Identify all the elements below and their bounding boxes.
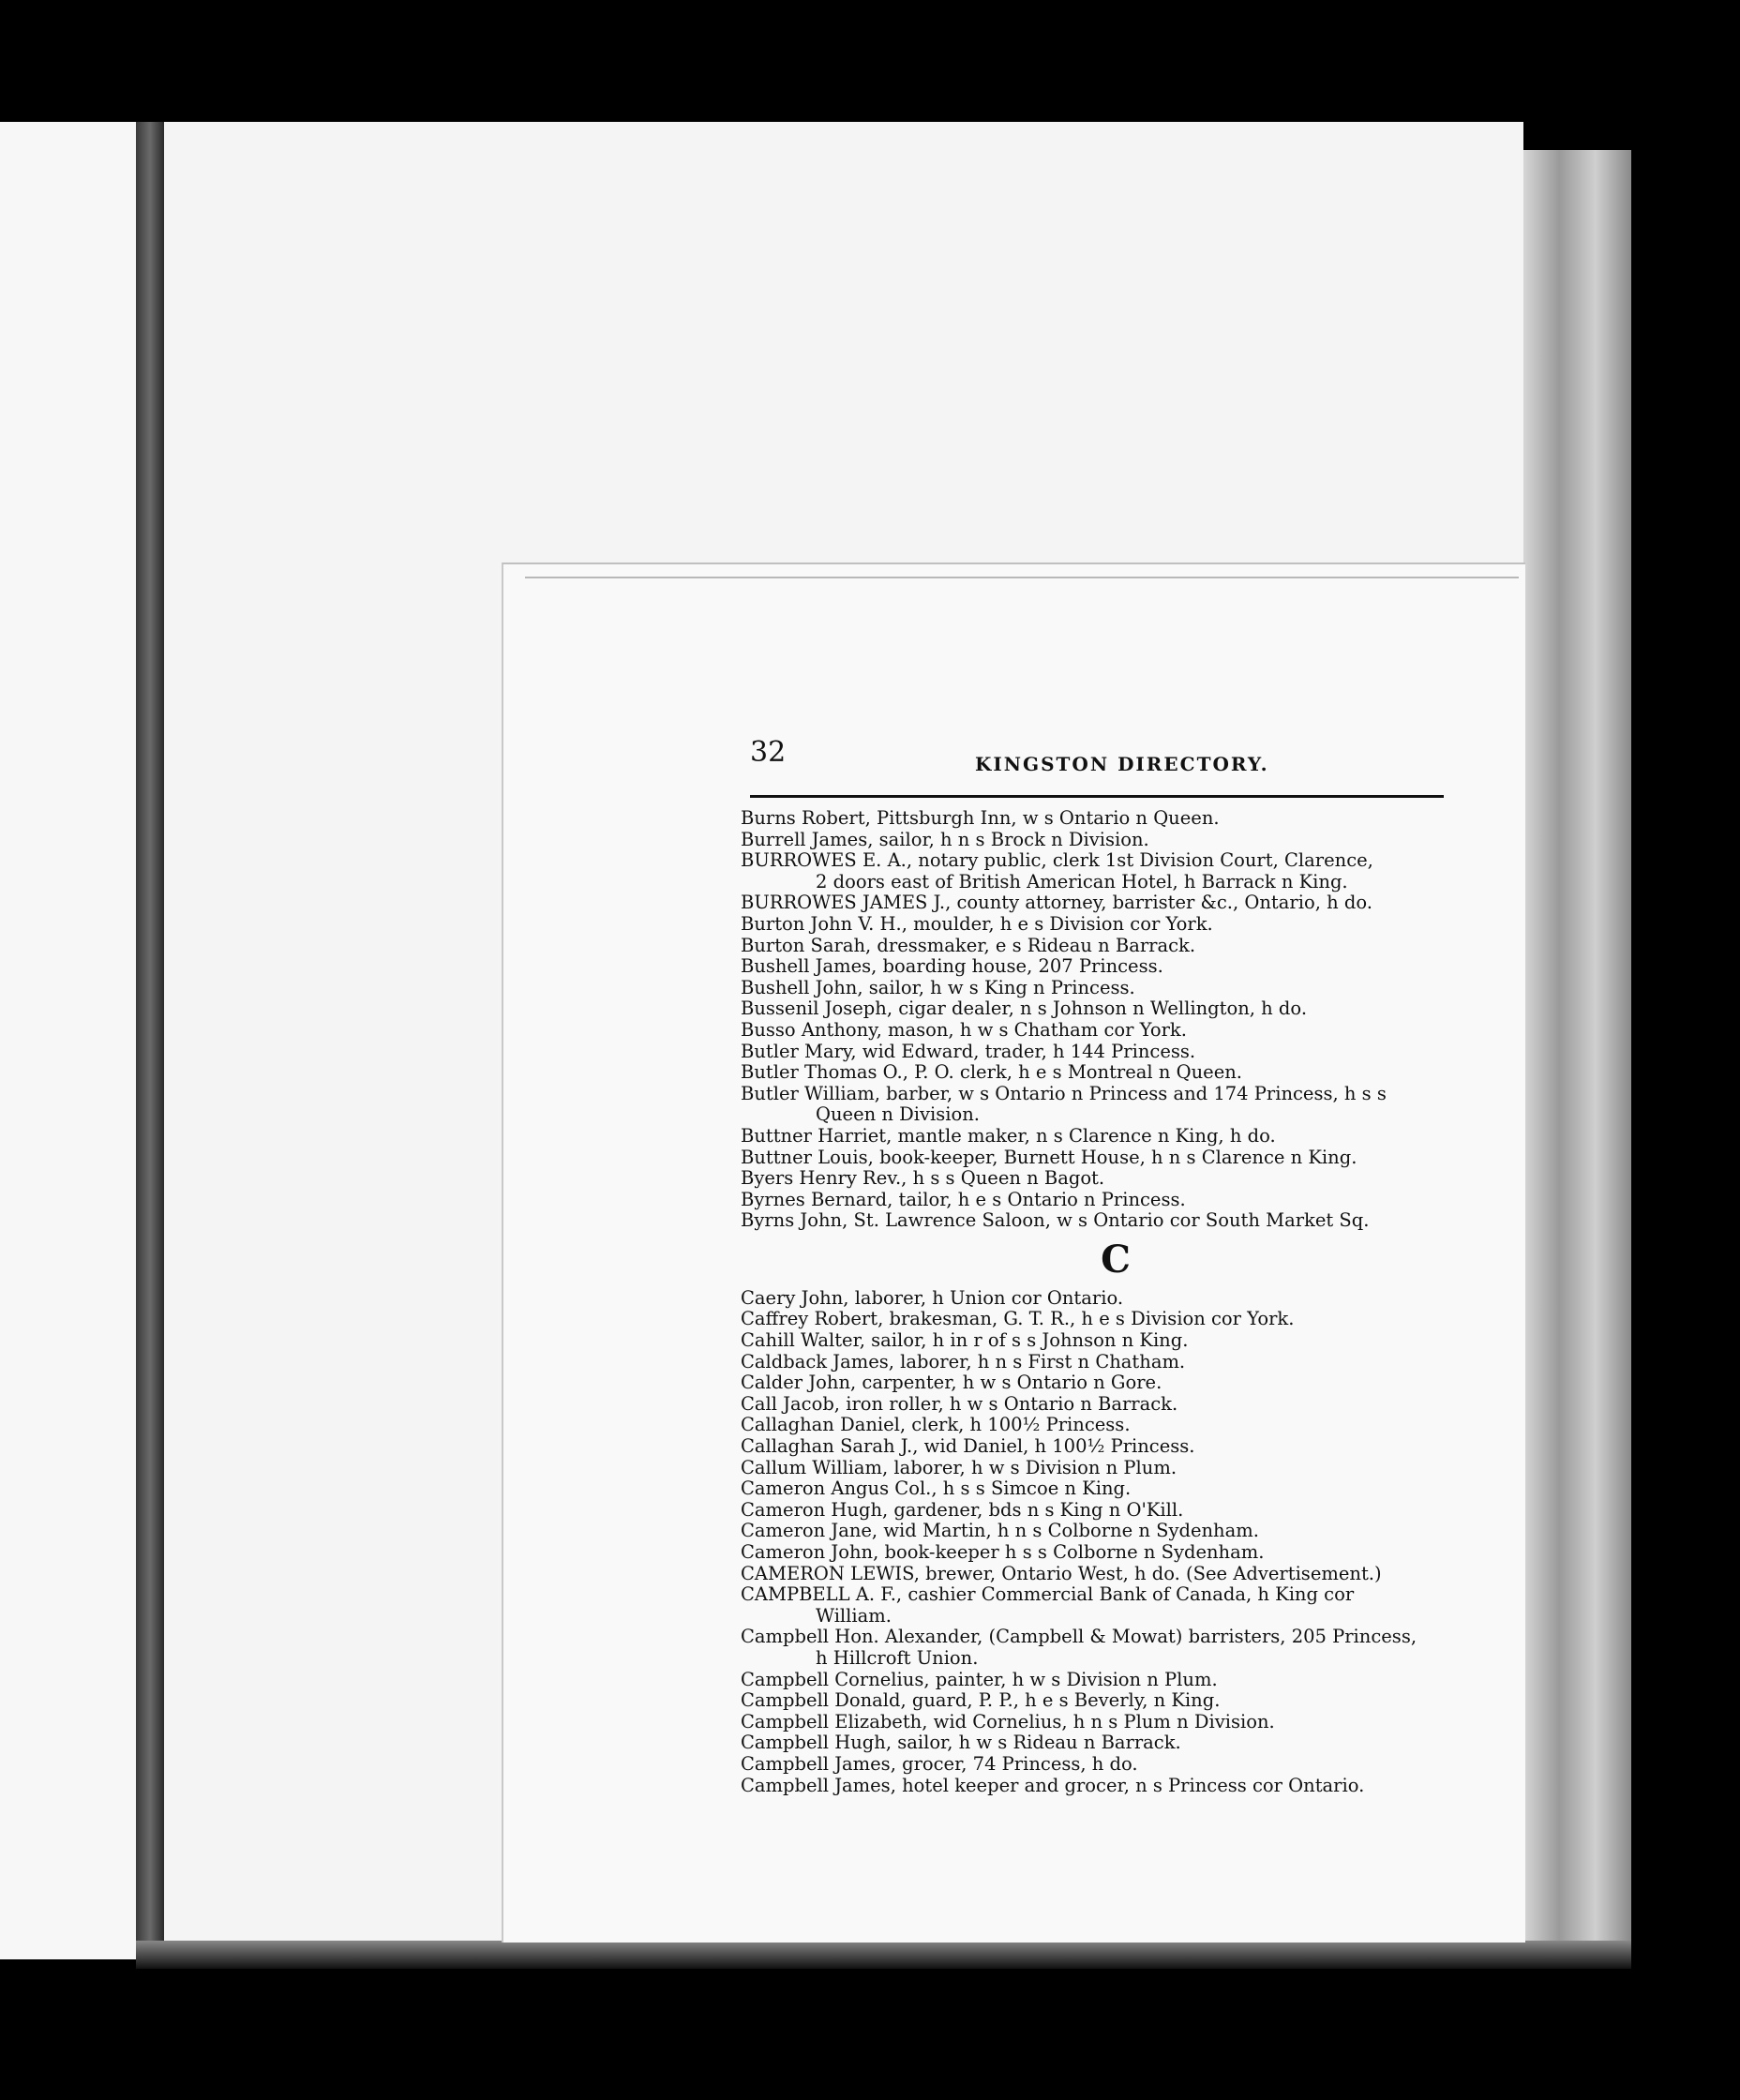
directory-entry: Bushell James, boarding house, 207 Princess. xyxy=(741,955,1163,978)
directory-entry: Cameron Jane, wid Martin, h n s Colborne n Sydenham. xyxy=(741,1520,1259,1542)
entries-c-list xyxy=(741,1288,1453,1796)
directory-entry: William. xyxy=(816,1604,892,1627)
directory-entry: Byers Henry Rev., h s s Queen n Bagot. xyxy=(741,1167,1105,1190)
directory-entry: Caldback James, laborer, h n s First n Chatham. xyxy=(741,1350,1186,1372)
directory-entry: Callaghan Daniel, clerk, h 100½ Princess. xyxy=(741,1414,1131,1436)
directory-entry: Buttner Harriet, mantle maker, n s Clarence n King, h do. xyxy=(741,1124,1276,1147)
directory-entry: Callum William, laborer, h w s Division n Plum. xyxy=(741,1456,1178,1478)
entries-b-list xyxy=(741,808,1453,1232)
directory-entry: Cameron John, book-keeper h s s Colborne n Sydenham. xyxy=(741,1541,1265,1563)
directory-entry: Campbell Hugh, sailor, h w s Rideau n Barrack. xyxy=(741,1732,1181,1754)
directory-entry: Butler Thomas O., P. O. clerk, h e s Montreal n Queen. xyxy=(741,1061,1242,1084)
directory-entry: 2 doors east of British American Hotel, h Barrack n King. xyxy=(816,870,1348,892)
directory-entry: Bussenil Joseph, cigar dealer, n s Johnson n Wellington, h do. xyxy=(741,998,1308,1020)
directory-entry: Campbell James, grocer, 74 Princess, h do. xyxy=(741,1752,1138,1775)
directory-entry: Burns Robert, Pittsburgh Inn, w s Ontario n Queen. xyxy=(741,807,1220,829)
directory-entry: Byrnes Bernard, tailor, h e s Ontario n Princess. xyxy=(741,1188,1186,1210)
directory-entry: Bushell John, sailor, h w s King n Princess. xyxy=(741,976,1135,998)
directory-entry: BURROWES E. A., notary public, clerk 1st Division Court, Clarence, xyxy=(741,849,1373,872)
directory-entry: CAMPBELL A. F., cashier Commercial Bank of Canada, h King cor xyxy=(741,1583,1355,1606)
directory-entry: Campbell James, hotel keeper and grocer, n s Princess cor Ontario. xyxy=(741,1774,1365,1796)
running-title: KINGSTON DIRECTORY. xyxy=(975,753,1269,775)
directory-entry: h Hillcroft Union. xyxy=(816,1646,979,1669)
directory-entries xyxy=(741,808,1453,1796)
page-header xyxy=(750,736,1444,783)
section-letter: C xyxy=(1101,1237,1131,1282)
directory-entry: Byrns John, St. Lawrence Saloon, w s Ontario cor South Market Sq. xyxy=(741,1209,1370,1232)
directory-entry: BURROWES JAMES J., county attorney, barrister &c., Ontario, h do. xyxy=(741,892,1372,914)
directory-entry: CAMERON LEWIS, brewer, Ontario West, h do. (See Advertisement.) xyxy=(741,1562,1382,1584)
book-gutter xyxy=(136,122,164,1959)
directory-entry: Call Jacob, iron roller, h w s Ontario n Barrack. xyxy=(741,1392,1178,1415)
directory-entry: Cahill Walter, sailor, h in r of s s Johnson n King. xyxy=(741,1329,1189,1352)
directory-entry: Burrell James, sailor, h n s Brock n Division. xyxy=(741,828,1149,850)
directory-entry: Calder John, carpenter, h w s Ontario n Gore. xyxy=(741,1372,1162,1394)
directory-entry: Queen n Division. xyxy=(816,1103,981,1126)
inset-sheet-edge xyxy=(525,577,1519,578)
directory-entry: Campbell Hon. Alexander, (Campbell & Mowat) barristers, 205 Princess, xyxy=(741,1626,1418,1648)
directory-entry: Busso Anthony, mason, h w s Chatham cor York. xyxy=(741,1018,1187,1041)
directory-entry: Burton John V. H., moulder, h e s Division cor York. xyxy=(741,912,1213,935)
directory-entry: Callaghan Sarah J., wid Daniel, h 100½ Princess. xyxy=(741,1435,1195,1458)
bottom-shadow xyxy=(136,1941,1631,1969)
directory-entry: Campbell Donald, guard, P. P., h e s Beverly, n King. xyxy=(741,1689,1221,1712)
directory-entry: Cameron Angus Col., h s s Simcoe n King. xyxy=(741,1478,1132,1500)
directory-entry: Buttner Louis, book-keeper, Burnett House, h n s Clarence n King. xyxy=(741,1146,1358,1168)
header-rule xyxy=(750,795,1444,798)
directory-entry: Campbell Cornelius, painter, h w s Division n Plum. xyxy=(741,1668,1218,1690)
left-page-edge xyxy=(0,122,136,1959)
directory-entry: Butler William, barber, w s Ontario n Princess and 174 Princess, h s s xyxy=(741,1082,1387,1104)
page-number: 32 xyxy=(750,736,787,769)
page-edge-shadow xyxy=(1523,150,1631,1959)
directory-entry: Campbell Elizabeth, wid Cornelius, h n s Plum n Division. xyxy=(741,1710,1275,1732)
directory-entry: Burton Sarah, dressmaker, e s Rideau n Barrack. xyxy=(741,934,1196,956)
directory-entry: Caery John, laborer, h Union cor Ontario. xyxy=(741,1286,1124,1309)
directory-entry: Caffrey Robert, brakesman, G. T. R., h e s Division cor York. xyxy=(741,1308,1295,1330)
directory-entry: Butler Mary, wid Edward, trader, h 144 Princess. xyxy=(741,1040,1196,1062)
directory-entry: Cameron Hugh, gardener, bds n s King n O'Kill. xyxy=(741,1498,1184,1521)
